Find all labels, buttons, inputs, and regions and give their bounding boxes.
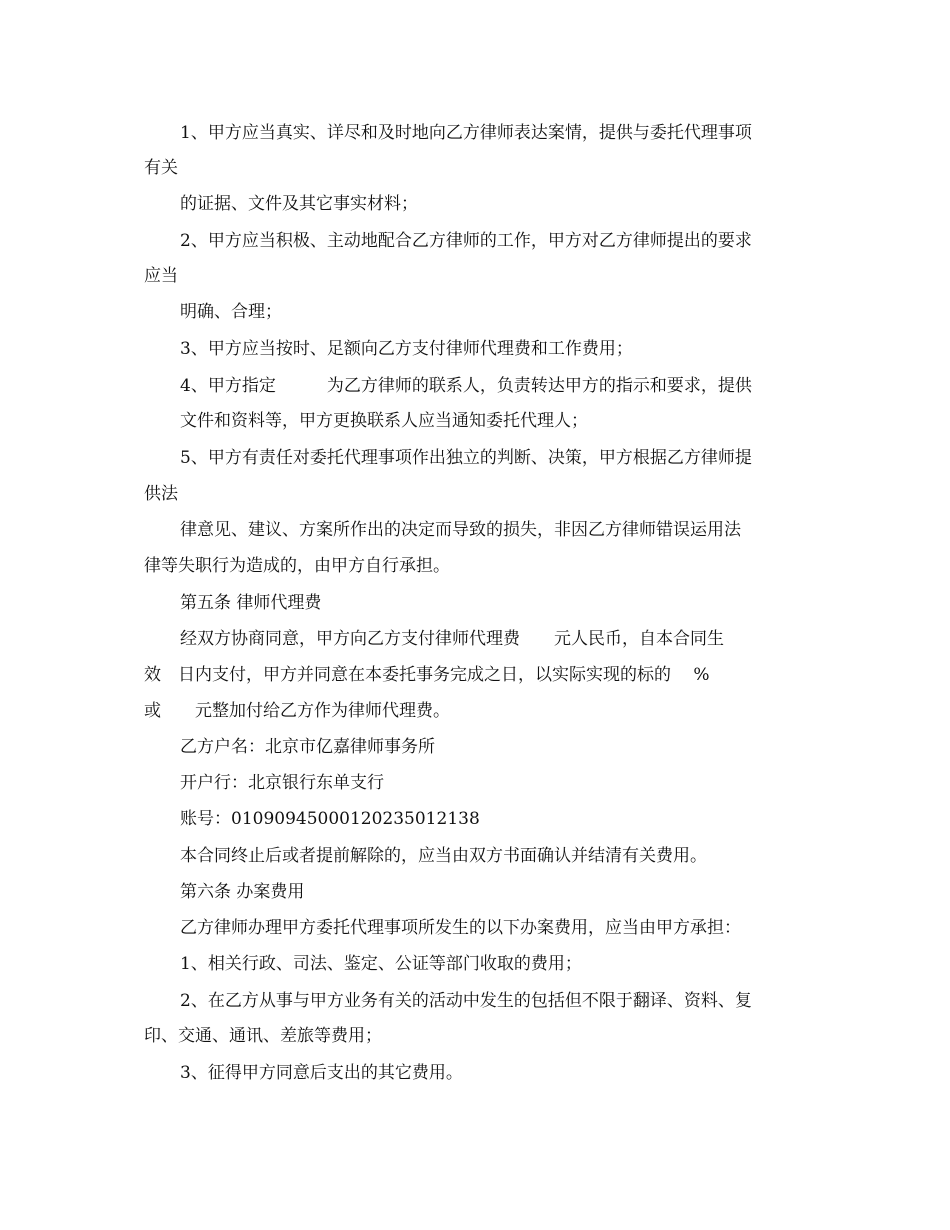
clause-1-line-2: 有关 xyxy=(144,158,178,178)
article-6-heading: 第六条 办案费用 xyxy=(180,882,305,902)
bank-line: 开户行：北京银行东单支行 xyxy=(180,773,384,793)
clause-4-line-2: 文件和资料等，甲方更换联系人应当通知委托代理人； xyxy=(180,411,588,431)
clause-2-line-3: 明确、合理； xyxy=(180,302,282,322)
clause-4-line-1: 4、甲方指定 为乙方律师的联系人，负责转达甲方的指示和要求，提供 xyxy=(180,376,752,396)
article-5-line-1: 经双方协商同意，甲方向乙方支付律师代理费 元人民币，自本合同生 xyxy=(180,629,724,649)
fee-item-3: 3、征得甲方同意后支出的其它费用。 xyxy=(180,1063,463,1083)
clause-1-line-3: 的证据、文件及其它事实材料； xyxy=(180,194,418,214)
clause-5-line-1: 5、甲方有责任对委托代理事项作出独立的判断、决策，甲方根据乙方律师提 xyxy=(180,448,752,468)
clause-5-line-2: 供法 xyxy=(144,484,178,504)
fee-item-1: 1、相关行政、司法、鉴定、公证等部门收取的费用； xyxy=(180,954,582,974)
article-5-line-2: 效 日内支付，甲方并同意在本委托事务完成之日，以实际实现的标的 % xyxy=(144,665,710,685)
article-6-intro: 乙方律师办理甲方委托代理事项所发生的以下办案费用，应当由甲方承担： xyxy=(180,918,741,938)
article-5-line-3: 或 元整加付给乙方作为律师代理费。 xyxy=(144,701,450,721)
settlement-line: 本合同终止后或者提前解除的，应当由双方书面确认并结清有关费用。 xyxy=(180,846,707,866)
account-name-line: 乙方户名：北京市亿嘉律师事务所 xyxy=(180,737,435,757)
fee-item-2-line-2: 印、交通、通讯、差旅等费用； xyxy=(144,1026,382,1046)
clause-1-line-1: 1、甲方应当真实、详尽和及时地向乙方律师表达案情，提供与委托代理事项 xyxy=(180,123,752,143)
clause-2-line-2: 应当 xyxy=(144,266,178,286)
clause-3-line-1: 3、甲方应当按时、足额向乙方支付律师代理费和工作费用； xyxy=(180,339,633,359)
fee-item-2-line-1: 2、在乙方从事与甲方业务有关的活动中发生的包括但不限于翻译、资料、复 xyxy=(180,991,752,1011)
account-number-line: 账号：01090945000120235012138 xyxy=(180,809,480,829)
article-5-heading: 第五条 律师代理费 xyxy=(180,593,322,613)
clause-5-line-3: 律意见、建议、方案所作出的决定而导致的损失，非因乙方律师错误运用法 xyxy=(180,520,741,540)
clause-2-line-1: 2、甲方应当积极、主动地配合乙方律师的工作，甲方对乙方律师提出的要求 xyxy=(180,231,752,251)
clause-5-line-4: 律等失职行为造成的，由甲方自行承担。 xyxy=(144,556,450,576)
